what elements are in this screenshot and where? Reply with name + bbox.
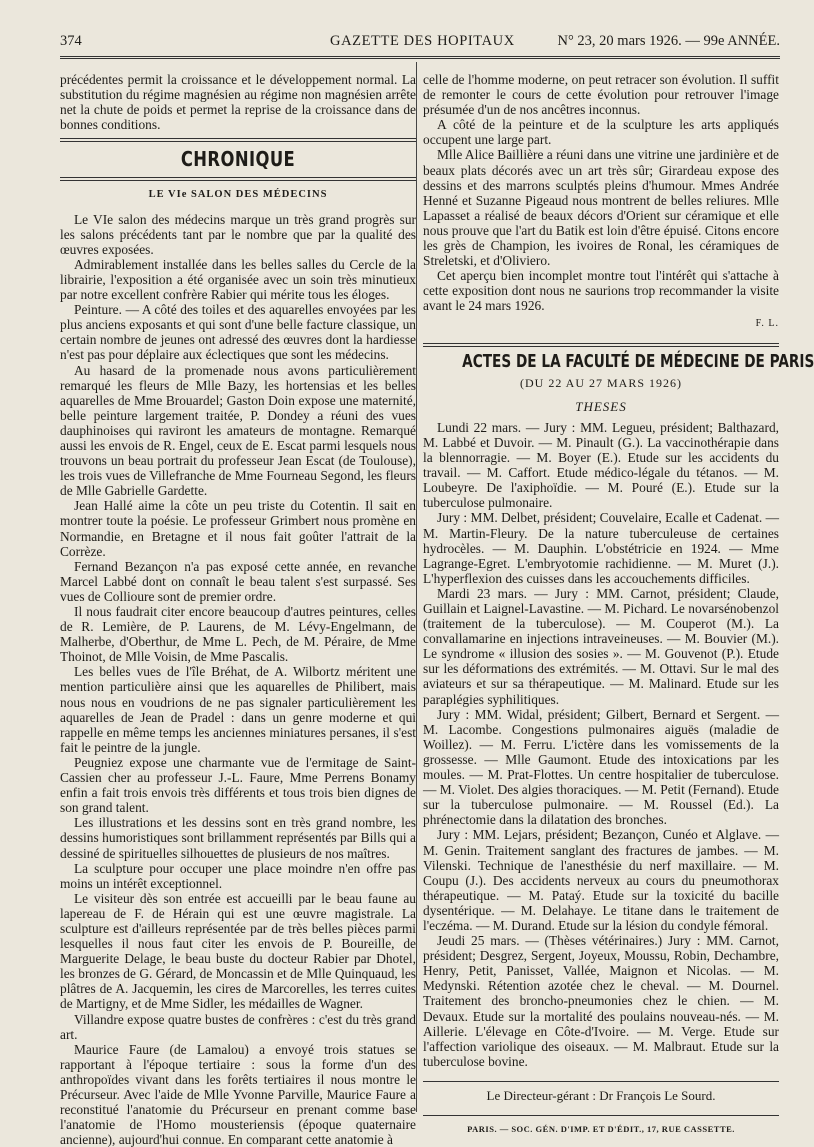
paragraph: Maurice Faure (de Lamalou) a envoyé trois statues se rapportant à l'époque tertiaire : sous la forme d'un des anthropoïdes vivant dans les forêts tertiaires il nous montre le Précurseur. Avec l'aide de Mlle Yvonne Parville, Maurice Faure a reconstitué l'anatomie du Précurseur en prenant comme base l'anatomie de l'Homo mousteriensis (époque quaternaire ancienne), aujourd'hui connue. En comparant cette anatomie à bbox=[60, 1041, 416, 1147]
author-signature: F. L. bbox=[755, 317, 779, 329]
paragraph: A côté de la peinture et de la sculpture les arts appliqués occupent une large part. bbox=[423, 117, 779, 148]
column-divider bbox=[416, 62, 417, 1112]
running-header bbox=[60, 33, 780, 55]
actes-heading: ACTES DE LA FACULTÉ DE MÉDECINE DE PARIS bbox=[462, 351, 814, 372]
chronique-heading: CHRONIQUE bbox=[180, 147, 296, 172]
director-line: Le Directeur-gérant : Dr François Le Sourd. bbox=[486, 1087, 716, 1103]
paragraph: Peugniez expose une charmante vue de l'ermitage de Saint-Cassien cher au professeur J.-L. Faure, Mme Perrens Bonamy enfin a fait trois envois très différents et tous trois bien dignes de son grand talent. bbox=[60, 754, 416, 816]
header-rule bbox=[60, 56, 780, 59]
paragraph: Villandre expose quatre bustes de confrères : c'est du très grand art. bbox=[60, 1011, 416, 1042]
page-number: 374 bbox=[60, 33, 82, 49]
left-column bbox=[60, 72, 416, 1147]
paragraph: Fernand Bezançon n'a pas exposé cette année, en revanche Marcel Labbé dont on connaît le beau talent s'est surpassé. Ses vues de Collioure sont de premier ordre. bbox=[60, 558, 416, 604]
intro-paragraph: précédentes permit la croissance et le développement normal. La substitution du régime magnésien au régime non magnésien arrête net la chute de poids et permet la reprise de la croissance dans de bonnes conditions. bbox=[60, 72, 416, 133]
theses-heading: THESES bbox=[575, 398, 627, 414]
footer bbox=[423, 1081, 779, 1137]
paragraph: Le VIe salon des médecins marque un très grand progrès sur les salons précédents tant par le nombre que par la qualité des œuvres exposées. bbox=[60, 211, 416, 257]
paragraph: Mardi 23 mars. — Jury : MM. Carnot, président; Claude, Guillain et Laignel-Lavastine. — M. Pichard. Le novarsénobenzol (traitement de la tuberculose). — M. Couperot (M.). La convallamarine en injections intraveineuses. — M. Bouvier (M.). Le syndrome « illusion des sosies ». — M. Gouvenot (P.). Etude sur les déformations des extrémités. — M. Ottavi. Sur le mal des aviateurs et sur sa thérapeutique. — M. Malinard. Etude sur les paraplégies syphilitiques. bbox=[423, 585, 779, 707]
section-rule bbox=[60, 177, 416, 181]
paragraph: Le visiteur dès son entrée est accueilli par le beau faune au lapereau de F. de Hérain qui est une œuvre magistrale. La sculpture est d'ailleurs représentée par de très belles pièces parmi lesquelles il nous faut citer les envois de P. Boureille, de Marguerite Delage, le beau buste du docteur Rabier par Dhotel, les bronzes de G. Gérard, de Moncassin et de Mlle Quinquaud, les plâtres de A. Jacquemin, les cires de Marcorelles, les terres cuites de Martigny, et de Mme Sidler, les médailles de Wagner. bbox=[60, 890, 416, 1012]
paragraph: Jury : MM. Delbet, président; Couvelaire, Ecalle et Cadenat. — M. Martin-Fleury. De la nature tuberculeuse de certaines hydrocèles. — M. Dauphin. L'obstétricie en 1924. — Mme Lagrange-Egret. L'embryotomie rachidienne. — M. Muret (J.). L'hyperflexion des cuisses dans les accouchements difficiles. bbox=[423, 510, 779, 586]
salon-heading: LE VIe SALON DES MÉDECINS bbox=[148, 189, 328, 201]
actes-dates: (DU 22 AU 27 MARS 1926) bbox=[519, 375, 682, 390]
paragraph: Mlle Alice Baillière a réuni dans une vitrine une jardinière et de beaux plats décorés avec un art très sûr; Girardeau expose des dessins et des marrons sculptés pleins d'humour. Mmes Andrée Henné et Suzanne Pigeaud nous montrent de belles reliures. Mlle Lapasset a réalisé de beaux décors d'Orient sur céramique et elle nous prouve que l'art du Batik est loin d'être épuisé. Citons encore les grès de Champion, les ivoires de Ronal, les céramiques de Streletski, et d'Oliviero. bbox=[423, 147, 779, 269]
paragraph: Lundi 22 mars. — Jury : MM. Legueu, président; Balthazard, M. Labbé et Duvoir. — M. Pinault (G.). La vaccinothérapie dans la blennorragie. — M. Boyer (E.). Etude sur les accidents du travail. — M. Caffort. Etude médico-légale du tétanos. — M. Loubeyre. De l'axiphoïdie. — M. Pouré (E.). Etude sur la tuberculose pulmonaire. bbox=[423, 419, 779, 511]
paragraph: La sculpture pour occuper une place moindre n'en offre pas moins un intérêt exceptionnel. bbox=[60, 860, 416, 891]
paragraph: Les illustrations et les dessins sont en très grand nombre, les dessins humoristiques sont brillamment représentés par Bills qui a dessiné de spirituelles silhouettes de plusieurs de nos maîtres. bbox=[60, 815, 416, 861]
section-rule bbox=[60, 138, 416, 142]
salon-body bbox=[60, 212, 416, 1147]
journal-title: GAZETTE DES HOPITAUX bbox=[330, 33, 515, 49]
paragraph: Au hasard de la promenade nous avons particulièrement remarqué les fleurs de Mlle Bazy, les hortensias et les belles aquarelles de Mme Brouardel; Gaston Doin expose une maternité, belle peinture largement traitée, P. Dondey a réuni des vues dauphinoises qui raviront les amateurs de montagne. Remarqué aussi les envois de R. Engel, ceux de E. Escat parmi lesquels nous trouvons un beau portrait du professeur Jean Escat (de Toulouse), les trois vues de Villefranche de Mme Fourneau Segond, les fleurs de Mlle Gabrielle Gardette. bbox=[60, 362, 416, 499]
paragraph: Admirablement installée dans les belles salles du Cercle de la librairie, l'exposition a été organisée avec un soin très minutieux par notre excellent confrère Rabier qui mérite tous les éloges. bbox=[60, 256, 416, 303]
paragraph: Les belles vues de l'île Bréhat, de A. Wilbortz méritent une mention particulière ainsi que les aquarelles de Philibert, mais nous nous en voudrions de ne pas signaler particulièrement les aquarelles de Jean de Pradel : dans un genre moderne et qui rappelle en même temps les anciennes miniatures persanes, il s'est fait le peintre de la jungle. bbox=[60, 664, 416, 755]
paragraph: Jean Hallé aime la côte un peu triste du Cotentin. Il sait en montrer toute la poésie. Le professeur Grimbert nous promène en Normandie, en Bretagne et il nous fait goûter l'attrait de la Corrèze. bbox=[60, 498, 416, 559]
paragraph: Peinture. — A côté des toiles et des aquarelles envoyées par les plus anciens exposants et qui sont d'une belle facture classique, un certain nombre de jeunes ont adressé des œuvres dont la hardiesse n'est pas pour déplaire aux éclectiques que sont les médecins. bbox=[60, 302, 416, 363]
printer-line: PARIS. — SOC. GÉN. D'IMP. ET D'ÉDIT., 17, RUE CASSETTE. bbox=[423, 1115, 779, 1137]
paragraph: Jury : MM. Lejars, président; Bezançon, Cunéo et Alglave. — M. Genin. Traitement sanglant des fractures de jambes. — M. Vilenski. Technique de l'anesthésie du nerf maxillaire. — M. Coupu (J.). Des accidents nerveux au cours du pneumothorax thérapeutique. — M. Pataý. Etude sur la toxicité du bacille dysentérique. — M. Delahaye. Le titane dans le traitement de l'eczéma. — M. Durand. Etude sur la lésion du condyle fémoral. bbox=[423, 827, 779, 933]
right-column bbox=[423, 72, 814, 1134]
paragraph: Jeudi 25 mars. — (Thèses vétérinaires.) Jury : MM. Carnot, président; Desgrez, Sergent, Joyeux, Moussu, Robin, Dechambre, Henry, Petit, Panisset, Vallée, Maignon et Nicolas. — M. Medynski. Rétention azotée chez le cheval. — M. Dournel. Traitement des broncho-pneumonies chez le chien. — M. Devaux. Etude sur la mortalité des poulains nouveau-nés. — M. Aillerie. L'élevage en Côte-d'Ivoire. — M. Verge. Etude sur l'affection variolique des oiseaux. — M. Malbraut. Etude sur la tuberculose bovine. bbox=[423, 933, 779, 1069]
paragraph: Il nous faudrait citer encore beaucoup d'autres peintures, celles de R. Lemière, de P. Laurens, de M. Lévy-Engelmann, de Malherbe, d'Oberthur, de Mme L. Pech, de M. Péraire, de Mme Thoinot, de Mlle Voisin, de Mme Pascalis. bbox=[60, 604, 416, 665]
paragraph: Cet aperçu bien incomplet montre tout l'intérêt qui s'attache à cette exposition dont nous ne saurions trop recommander la visite avant le 24 mars 1926. bbox=[423, 268, 779, 314]
section-rule bbox=[423, 343, 779, 347]
issue-date: N° 23, 20 mars 1926. — 99e ANNÉE. bbox=[557, 33, 780, 49]
paragraph: celle de l'homme moderne, on peut retracer son évolution. Il suffit de remonter le cours de cette évolution pour retrouver l'image présumée d'un de nos ancêtres inconnus. bbox=[423, 72, 779, 118]
paragraph: Jury : MM. Widal, président; Gilbert, Bernard et Sergent. — M. Lacombe. Congestions pulmonaires aiguës (maladie de Woillez). — M. Ferru. L'ictère dans les vomissements de la grossesse. — Mlle Gaumont. Etude des intoxications par les moules. — M. Prat-Flottes. Un centre hospitalier de tuberculose. — M. Violet. Des algies thoraciques. — M. Petit (Fernand). Etude sur la tuberculose pulmonaire. — M. Roussel (Ed.). La phrénectomie dans la dilatation des bronches. bbox=[423, 706, 779, 828]
